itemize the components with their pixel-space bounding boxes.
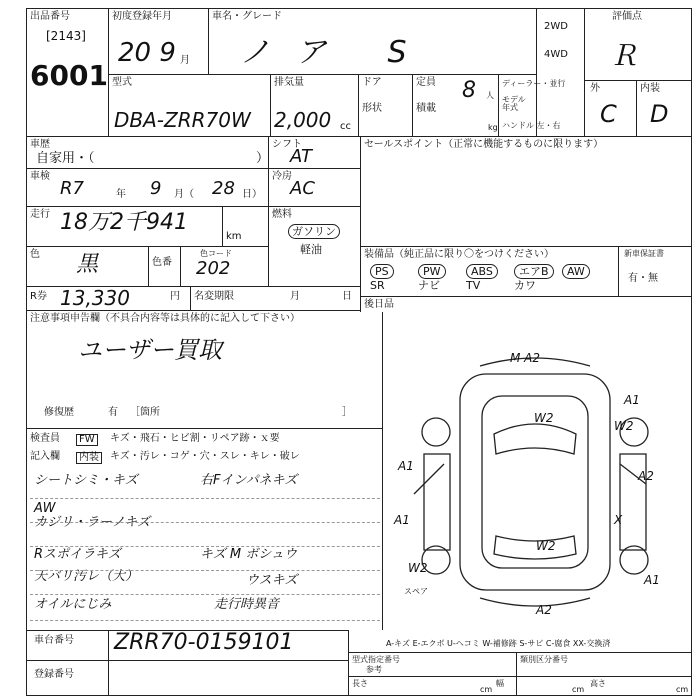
displacement-value: 2,000 xyxy=(274,108,332,132)
shift-label: シフト xyxy=(272,139,302,150)
inspection-label: 車検 xyxy=(30,171,50,182)
model-label: 型式 xyxy=(112,77,132,88)
drive-4wd: 4WD xyxy=(544,49,568,60)
color-code-short-label: 色番 xyxy=(152,257,172,268)
handwritten-note: シートシミ・キズ xyxy=(34,473,138,488)
inspection-year-unit: 年 xyxy=(116,189,126,200)
color-code-label: 色コード xyxy=(200,249,232,258)
damage-mark: X xyxy=(614,513,623,527)
damage-diagram xyxy=(384,314,690,630)
fw-items: キズ・飛石・ヒビ割・リペア跡・ｘ要 xyxy=(110,433,280,444)
damage-mark: M A2 xyxy=(510,351,541,365)
door-label: ドア xyxy=(362,77,382,88)
warranty-label: 新車保証書 xyxy=(624,249,664,258)
inspection-month-unit: 月（ xyxy=(174,189,194,200)
month-unit: 月 xyxy=(180,55,190,66)
equipment-item: ナビ xyxy=(418,279,440,292)
damage-mark: A1 xyxy=(644,573,660,587)
damage-mark: A2 xyxy=(536,603,552,617)
interior-label: 内装 xyxy=(76,452,102,464)
inspection-month: 9 xyxy=(150,178,162,199)
equipment-item: PS xyxy=(370,264,394,279)
inspector-label: 検査員 xyxy=(30,433,60,444)
shift-value: AT xyxy=(290,146,312,167)
inspection-day: 28 xyxy=(212,178,235,199)
load-label: 積載 xyxy=(416,103,436,114)
mileage-label: 走行 xyxy=(30,209,50,220)
rear-window-outline xyxy=(494,536,576,559)
displacement-label: 排気量 xyxy=(274,77,304,88)
damage-mark: W2 xyxy=(408,561,428,575)
handwritten-note: Rスポイラキズ xyxy=(34,547,121,562)
equipment-item: TV xyxy=(466,279,481,292)
person-unit: 人 xyxy=(486,91,494,100)
kg-unit: kg xyxy=(488,123,498,132)
notes-label: 注意事項申告欄（不具合内容等は具体的に記入して下さい） xyxy=(30,313,300,324)
usage-close: ） xyxy=(256,151,270,166)
warranty-value: 有・無 xyxy=(628,273,658,284)
mileage-value: 18万2千941 xyxy=(60,210,188,235)
name-change-label: 名変期限 xyxy=(194,291,234,302)
handwritten-note: キズ M ボシュウ xyxy=(200,547,297,562)
cc-unit: cc xyxy=(340,121,351,132)
inspection-value: R7 xyxy=(60,178,84,199)
fuel-label: 燃料 xyxy=(272,209,292,220)
color-label: 色 xyxy=(30,249,40,260)
model-year-label: モデル年式 xyxy=(502,95,526,112)
handwritten-note: オイルにじみ xyxy=(34,597,112,612)
chassis-value: ZRR70-0159101 xyxy=(114,630,294,655)
lot-number: 6001 xyxy=(30,59,108,92)
fuel-gasoline: ガソリン xyxy=(288,224,340,239)
km-unit: km xyxy=(226,231,242,242)
recycle-value: 13,330 xyxy=(60,286,130,310)
equipment-item: PW xyxy=(418,264,446,279)
first-reg-label: 初度登録年月 xyxy=(112,11,172,22)
damage-mark: A1 xyxy=(398,459,414,473)
model-value: DBA-ZRR70W xyxy=(114,108,251,132)
int-label: 内装 xyxy=(640,83,660,94)
repair-location-close: ］ xyxy=(342,407,352,418)
drive-2wd: 2WD xyxy=(544,21,568,32)
handwritten-note: AW xyxy=(34,501,56,516)
grade-label: 評価点 xyxy=(612,11,642,22)
type-ref-label: 参考 xyxy=(366,665,382,674)
listing-label: 出品番号 xyxy=(30,11,70,22)
fw-label: FW xyxy=(76,434,98,446)
length-label: 長さ xyxy=(352,679,368,688)
repair-location-label: ［箇所 xyxy=(130,407,160,418)
sales-point-label: セールスポイント（正常に機能するものに限ります） xyxy=(364,139,604,150)
chassis-label: 車台番号 xyxy=(34,635,74,646)
height-cm: cm xyxy=(676,685,689,694)
name-change-month: 月 xyxy=(290,291,300,302)
equipment-item: エアB xyxy=(514,264,554,279)
registration-label: 登録番号 xyxy=(34,669,74,680)
grade-value: Ｒ xyxy=(610,39,639,72)
cooling-value: AC xyxy=(290,178,315,199)
fuel-light-oil: 軽油 xyxy=(300,243,322,256)
equipment-item: ABS xyxy=(466,264,498,279)
damage-mark: A1 xyxy=(624,393,640,407)
capacity-value: 8 xyxy=(462,78,476,103)
handwritten-note: カジリ・ラーノキズ xyxy=(34,515,150,530)
damage-mark: A1 xyxy=(394,513,410,527)
ext-value: C xyxy=(600,100,617,128)
handwritten-note: 走行時異音 xyxy=(214,597,280,612)
notes-value: ユーザー買取 xyxy=(78,336,222,364)
repair-label: 修復歴 xyxy=(44,407,74,418)
length-cm: cm xyxy=(480,685,493,694)
dealer-label: ディーラー・並行 xyxy=(502,79,566,88)
type-number-label: 型式指定番号 xyxy=(352,655,400,664)
recycle-label: R券 xyxy=(30,291,47,302)
damage-mark: A2 xyxy=(638,469,654,483)
equipment-item: AW xyxy=(562,264,590,279)
spare-label: スペア xyxy=(404,587,428,596)
rear-bumper-outline xyxy=(480,598,590,606)
class-number-label: 類別区分番号 xyxy=(520,655,568,664)
interior-items: キズ・汚レ・コゲ・穴・スレ・キレ・破レ xyxy=(110,451,300,462)
color-value: 黒 xyxy=(76,252,99,277)
diagram-legend: A-キズ E-エクボ U-ヘコミ W-補修跡 S-サビ C-腐食 XX-交換済 xyxy=(386,639,611,648)
yen-unit: 円 xyxy=(170,291,180,302)
height-label: 高さ xyxy=(590,679,606,688)
capacity-label: 定員 xyxy=(416,77,436,88)
front-left-wheel xyxy=(422,418,450,446)
windshield-outline xyxy=(494,424,576,454)
repair-value: 有 xyxy=(108,407,118,418)
car-name-value: ノア S xyxy=(240,35,433,70)
entry-label: 記入欄 xyxy=(30,451,60,462)
handle-label: ハンドル 左・右 xyxy=(502,121,561,130)
cooling-label: 冷房 xyxy=(272,171,292,182)
first-reg-value: 20 9 xyxy=(118,38,176,68)
lot-ref: [2143] xyxy=(46,29,86,43)
handwritten-note: 右Fインパネキズ xyxy=(200,473,298,488)
later-items-label: 後日品 xyxy=(364,299,394,310)
int-value: D xyxy=(650,100,669,128)
inspection-day-unit: 日） xyxy=(242,189,262,200)
usage-value: 自家用・（ xyxy=(36,151,95,166)
width-cm: cm xyxy=(572,685,585,694)
usage-label: 車歴 xyxy=(30,139,50,150)
left-side-outline xyxy=(424,454,450,550)
damage-mark: W2 xyxy=(536,539,556,553)
ext-label: 外 xyxy=(590,83,600,94)
car-name-label: 車名・グレード xyxy=(212,11,282,22)
equipment-item: カワ xyxy=(514,279,536,292)
equipment-label: 装備品（純正品に限り〇をつけください） xyxy=(364,249,554,260)
handwritten-note: 天バリ汚レ（大） xyxy=(34,569,139,584)
width-label: 幅 xyxy=(496,679,504,688)
shape-label: 形状 xyxy=(362,103,382,114)
damage-mark: W2 xyxy=(614,419,634,433)
damage-mark: W2 xyxy=(534,411,554,425)
color-code-value: 202 xyxy=(196,258,231,279)
handwritten-note: ウスキズ xyxy=(246,573,298,588)
name-change-day: 日 xyxy=(342,291,352,302)
equipment-item: SR xyxy=(370,279,385,292)
